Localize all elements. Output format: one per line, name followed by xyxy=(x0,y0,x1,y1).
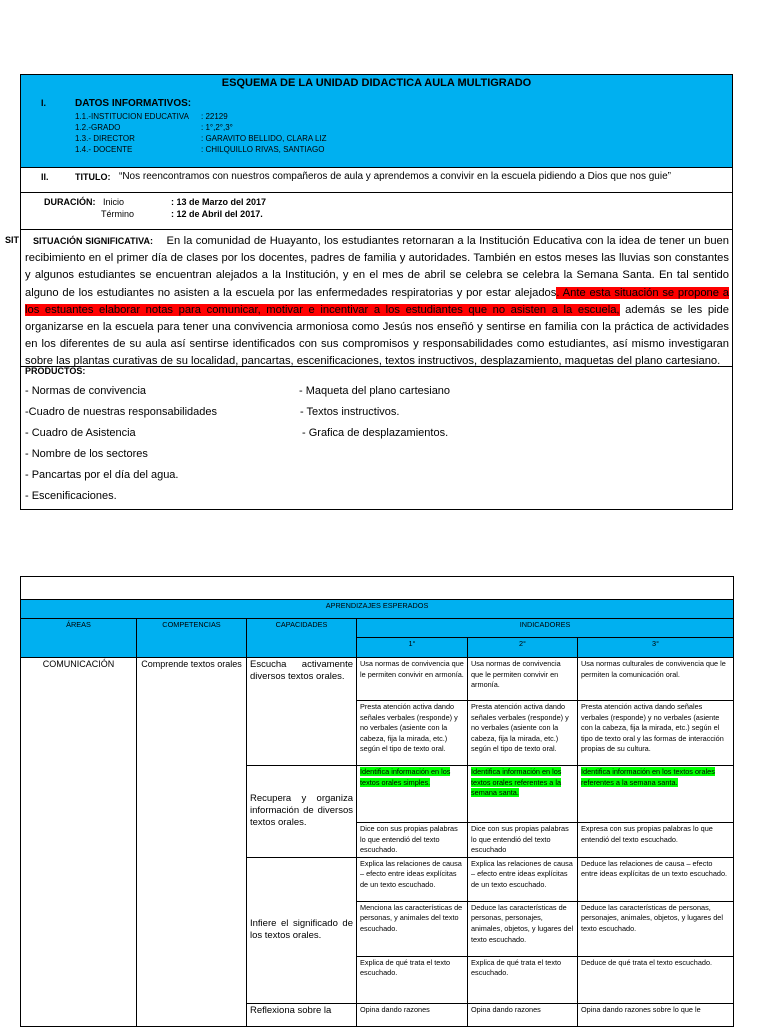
competencia-cell: Comprende textos orales xyxy=(137,658,247,1027)
product-item: - Normas de convivencia xyxy=(25,385,147,397)
situacion-body: En la comunidad de Huayanto, los estudiantes retornaran a la Institución Educativa con la idea de tener un buen recibimiento en el primer día de clases por los docentes, padres de familia y autoridades. También en estos meses las lluvias son constantes y algunos estudiantes se encuentran alejados a la Institución, y en el mes de abril se celebra se celebra la Semana Santa. En tal sentido alguno de los estudiantes no asisten a la escuela por las enfermedades respiratorias y por estar alejados xyxy=(25,235,729,299)
info-label: 1.4.- DOCENTE xyxy=(75,145,133,154)
capacidad-cell: Infiere el significado de los textos orales. xyxy=(247,857,357,1003)
titulo-text: “Nos reencontramos con nuestros compañeros de aula y aprendemos a convivir en la escuela pidiendo a Dios que nos guie” xyxy=(119,171,671,182)
situacion-section xyxy=(21,229,732,368)
inicio-value: : 13 de Marzo del 2017 xyxy=(171,197,267,207)
indicator-cell xyxy=(578,766,734,823)
termino-value: : 12 de Abril del 2017. xyxy=(171,209,263,219)
product-item: - Maqueta del plano cartesiano xyxy=(299,385,451,397)
indicator-cell: Dice con sus propias palabras lo que entendió del texto escuchado xyxy=(468,823,578,858)
indicator-cell: Presta atención activa dando señales verbales (responde) y no verbales (asiente con la cabeza, fija la mirada, etc.) según el tipo de texto oral y las formas de interacción propias de su cultura. xyxy=(578,701,734,766)
indicator-cell: Opina dando razones xyxy=(468,1003,578,1026)
table-row xyxy=(21,577,734,600)
header-grado-2: 2° xyxy=(468,638,578,658)
header-competencias: COMPETENCIAS xyxy=(137,619,247,658)
product-item: -Cuadro de nuestras responsabilidades xyxy=(25,406,218,418)
productos-title: PRODUCTOS: xyxy=(25,366,86,376)
product-item: - Cuadro de Asistencia xyxy=(25,427,136,439)
divider xyxy=(21,366,732,367)
indicator-cell: Deduce las relaciones de causa – efecto entre ideas explícitas de un texto escuchado. xyxy=(578,857,734,901)
indicator-cell xyxy=(357,766,468,823)
blank-cell xyxy=(21,577,734,600)
aprendizajes-table-wrap xyxy=(20,576,733,1024)
indicator-cell: Explica las relaciones de causa – efecto entre ideas explícitas de un texto escuchado. xyxy=(357,857,468,901)
indicator-highlight: Identifica información en los textos orales simples. xyxy=(360,767,451,787)
scheme-title: ESQUEMA DE LA UNIDAD DIDACTICA AULA MULTIGRADO xyxy=(221,77,532,89)
indicator-cell: Deduce las características de personas, personajes, animales, objetos, y lugares del texto escuchado. xyxy=(468,901,578,956)
aprendizajes-header: APRENDIZAJES ESPERADOS xyxy=(21,600,734,619)
indicator-cell: Explica de qué trata el texto escuchado. xyxy=(468,956,578,1003)
indicator-cell: Expresa con sus propias palabras lo que entendió del texto escuchado. xyxy=(578,823,734,858)
table-row xyxy=(21,658,734,701)
indicator-cell: Presta atención activa dando señales verbales (responde) y no verbales (asiente con la cabeza, fija la mirada, etc.) según el tipo de texto oral. xyxy=(468,701,578,766)
info-label: 1.2.-GRADO xyxy=(75,123,121,132)
situacion-body-end: además se les pide organizarse en la escuela para tener una convivencia armoniosa como Jesús nos enseñó y sentirse en familia con la práctica de actividades en los diferentes de su aula así sentirse identificados con sus compromisos y responsabilidades como estudiantes, así mismo investigaran sobre las plantas curativas de su localidad, pancartas, escenificaciones, textos instructivos, desplazamiento, maquetas del plano cartesiano. xyxy=(25,303,729,368)
unit-info-box xyxy=(20,74,733,510)
inicio-label: Inicio xyxy=(103,197,125,207)
indicator-cell: Usa normas de convivencia que le permiten convivir en armonía. xyxy=(357,658,468,701)
situacion-text xyxy=(25,233,729,371)
header-areas: ÁREAS xyxy=(21,619,137,658)
indicator-highlight: Identifica información en los textos orales referentes a la semana santa. xyxy=(471,767,562,798)
indicator-cell: Deduce de qué trata el texto escuchado. xyxy=(578,956,734,1003)
section-number: I. xyxy=(41,98,47,108)
indicator-highlight: Identifica información en los textos orales referentes a la semana santa. xyxy=(581,767,715,787)
indicator-cell: Usa normas de convivencia que le permiten convivir en armonía. xyxy=(468,658,578,701)
header-capacidades: CAPACIDADES xyxy=(247,619,357,658)
titulo-label: TITULO: xyxy=(75,172,111,182)
header-indicadores: INDICADORES xyxy=(357,619,734,638)
section-number: II. xyxy=(41,172,49,182)
situacion-prefix: SIT xyxy=(5,235,20,245)
info-value: : 1°,2°,3° xyxy=(201,123,233,132)
titulo-row xyxy=(21,167,732,193)
capacidad-cell: Recupera y organiza información de diversos textos orales. xyxy=(247,766,357,858)
indicator-cell xyxy=(468,766,578,823)
indicator-cell: Usa normas culturales de convivencia que le permiten la comunicación oral. xyxy=(578,658,734,701)
info-label: 1.3.- DIRECTOR xyxy=(75,134,135,143)
area-cell: COMUNICACIÓN xyxy=(21,658,137,1027)
duracion-label: DURACIÓN: xyxy=(44,197,96,207)
situacion-label: SITUACIÓN SIGNIFICATIVA: xyxy=(33,236,153,246)
aprendizajes-table xyxy=(20,576,734,1027)
info-value: : CHILQUILLO RIVAS, SANTIAGO xyxy=(201,145,325,154)
datos-informativos-title: DATOS INFORMATIVOS: xyxy=(75,98,192,109)
product-item: - Escenificaciones. xyxy=(25,490,117,502)
indicator-cell: Deduce las características de personas, personajes, animales, objetos, y lugares del texto escuchado. xyxy=(578,901,734,956)
info-label: 1.1.-INSTITUCION EDUCATIVA xyxy=(75,112,189,121)
table-row xyxy=(21,619,734,638)
info-value: : 22129 xyxy=(201,112,228,121)
indicator-cell: Dice con sus propias palabras lo que entendió del texto escuchado. xyxy=(357,823,468,858)
capacidad-cell: Reflexiona sobre la xyxy=(247,1003,357,1026)
header-grado-3: 3° xyxy=(578,638,734,658)
indicator-cell: Explica las relaciones de causa – efecto entre ideas explícitas de un texto escuchado. xyxy=(468,857,578,901)
indicator-cell: Opina dando razones sobre lo que le xyxy=(578,1003,734,1026)
termino-label: Término xyxy=(101,209,135,219)
product-item: - Nombre de los sectores xyxy=(25,448,148,460)
header-grado-1: 1° xyxy=(357,638,468,658)
capacidad-cell: Escucha activamente diversos textos orales. xyxy=(247,658,357,766)
product-item: - Textos instructivos. xyxy=(300,406,400,418)
product-item: - Pancartas por el día del agua. xyxy=(25,469,179,481)
product-item: - Grafica de desplazamientos. xyxy=(302,427,449,439)
header-band xyxy=(21,75,732,168)
info-value: : GARAVITO BELLIDO, CLARA LIZ xyxy=(201,134,327,143)
indicator-cell: Menciona las características de personas, y animales del texto escuchado. xyxy=(357,901,468,956)
indicator-cell: Explica de qué trata el texto escuchado. xyxy=(357,956,468,1003)
table-row xyxy=(21,600,734,619)
indicator-cell: Opina dando razones xyxy=(357,1003,468,1026)
situacion-highlight: . Ante esta situación se propone a los estuantes elaborar notas para comunicar, motivar e incentivar a los estudiantes que no asisten a la escuela, xyxy=(25,286,729,316)
indicator-cell: Presta atención activa dando señales verbales (responde) y no verbales (asiente con la cabeza, fija la mirada, etc.) según el tipo de texto oral. xyxy=(357,701,468,766)
